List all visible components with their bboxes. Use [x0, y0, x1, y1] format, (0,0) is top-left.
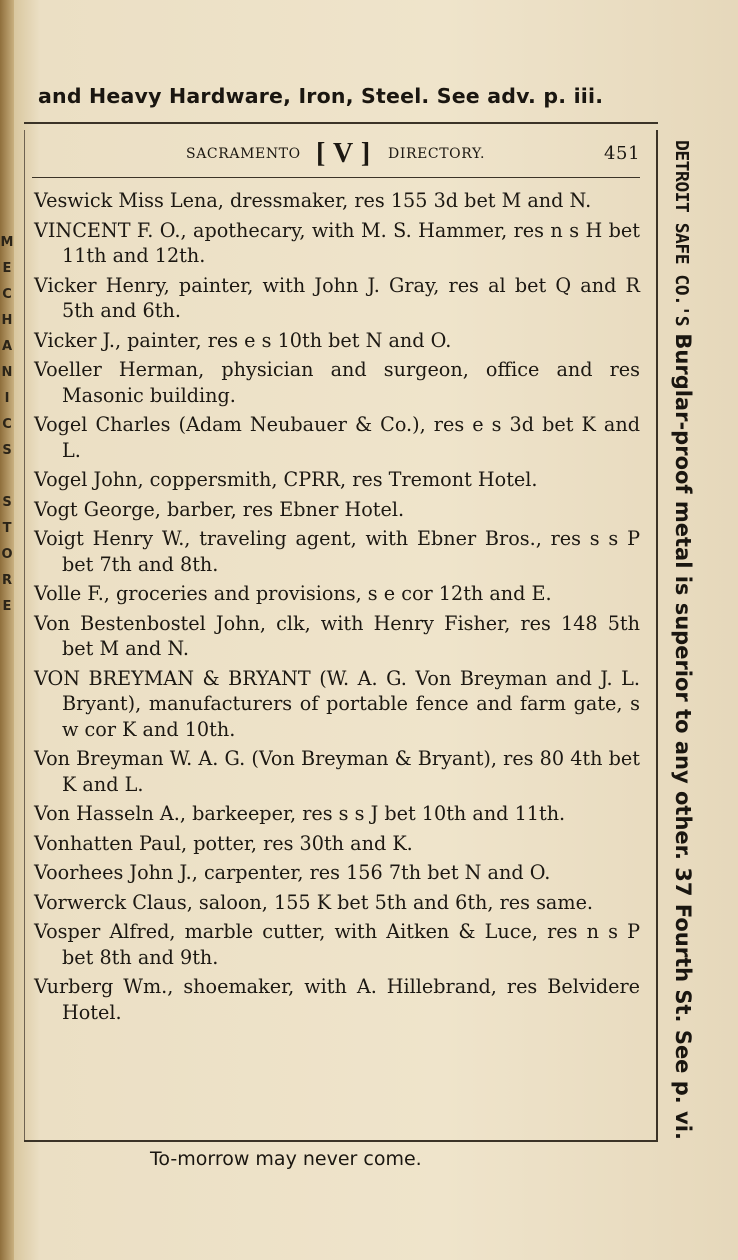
left-edge-letter: O	[1, 547, 13, 562]
directory-entry: Vicker J., painter, res e s 10th bet N and O.	[34, 328, 452, 352]
directory-entry: VINCENT F. O., apothecary, with M. S. Hammer, res n s H bet 11th and 12th.	[34, 218, 640, 267]
running-head	[26, 138, 646, 172]
left-edge-letter: T	[2, 521, 12, 536]
left-edge-letter: C	[2, 287, 12, 302]
left-edge-advert	[0, 230, 14, 830]
frame-left-rule	[24, 130, 25, 1140]
left-edge-letter: M	[0, 235, 14, 250]
directory-entry: Vogel John, coppersmith, CPRR, res Tremont Hotel.	[34, 468, 538, 491]
top-advertisement: and Heavy Hardware, Iron, Steel. See adv. p. iii.	[38, 84, 604, 108]
side-advertisement	[655, 140, 695, 1140]
directory-entry: VON BREYMAN & BRYANT (W. A. G. Von Breyman and J. L. Bryant), manufacturers of portable fence and farm gate, s w cor K and 10th.	[34, 666, 640, 741]
left-edge-letter	[0, 464, 14, 490]
left-edge-letter: I	[4, 391, 10, 406]
running-head-letter: [ V ]	[316, 138, 371, 169]
running-head-directory: DIRECTORY.	[388, 146, 486, 162]
directory-entry: Vosper Alfred, marble cutter, with Aitken & Luce, res n s P bet 8th and 9th.	[34, 920, 640, 969]
left-edge-letter: E	[2, 261, 12, 276]
directory-entry: Vicker Henry, painter, with John J. Gray, res al bet Q and R 5th and 6th.	[34, 273, 640, 322]
directory-entry: Von Bestenbostel John, clk, with Henry Fisher, res 148 5th bet M and N.	[34, 611, 640, 660]
bottom-advertisement: To-morrow may never come.	[150, 1148, 422, 1170]
directory-entry: Vorwerck Claus, saloon, 155 K bet 5th and 6th, res same.	[34, 890, 594, 914]
side-ad-text: Burglar-proof metal is superior to any other. 37 Fourth St. See p. vi.	[671, 333, 695, 1140]
directory-entry: Vurberg Wm., shoemaker, with A. Hillebrand, res Belvidere Hotel.	[34, 975, 640, 1024]
directory-entry: Vonhatten Paul, potter, res 30th and K.	[34, 831, 413, 855]
left-edge-letter: N	[1, 365, 13, 380]
page-number: 451	[604, 143, 641, 164]
left-edge-letter: S	[2, 443, 12, 458]
left-edge-letter: C	[2, 417, 12, 432]
running-head-city: SACRAMENTO	[186, 146, 301, 162]
directory-entry: Von Hasseln A., barkeeper, res s s J bet 10th and 11th.	[34, 802, 566, 825]
header-rule	[32, 177, 640, 178]
left-edge-letter: E	[2, 599, 12, 614]
directory-entry: Voorhees John J., carpenter, res 156 7th bet N and O.	[34, 861, 551, 884]
directory-entry: Voigt Henry W., traveling agent, with Ebner Bros., res s s P bet 7th and 8th.	[34, 527, 640, 576]
directory-entry: Veswick Miss Lena, dressmaker, res 155 3d bet M and N.	[34, 189, 592, 212]
directory-entry: Vogel Charles (Adam Neubauer & Co.), res e s 3d bet K and L.	[34, 413, 640, 462]
left-edge-letter: A	[1, 339, 13, 354]
side-ad-brand: DETROIT SAFE CO.'S	[671, 140, 692, 327]
directory-entry: Volle F., groceries and provisions, s e cor 12th and E.	[34, 582, 552, 605]
directory-entry: Vogt George, barber, res Ebner Hotel.	[34, 497, 405, 521]
directory-entries	[34, 188, 640, 1029]
left-edge-letter: H	[1, 313, 13, 328]
directory-entry: Voeller Herman, physician and surgeon, office and res Masonic building.	[34, 358, 640, 407]
directory-entry: Von Breyman W. A. G. (Von Breyman & Bryant), res 80 4th bet K and L.	[34, 747, 640, 796]
left-edge-letter: R	[1, 573, 12, 588]
left-edge-letter: S	[2, 495, 12, 510]
